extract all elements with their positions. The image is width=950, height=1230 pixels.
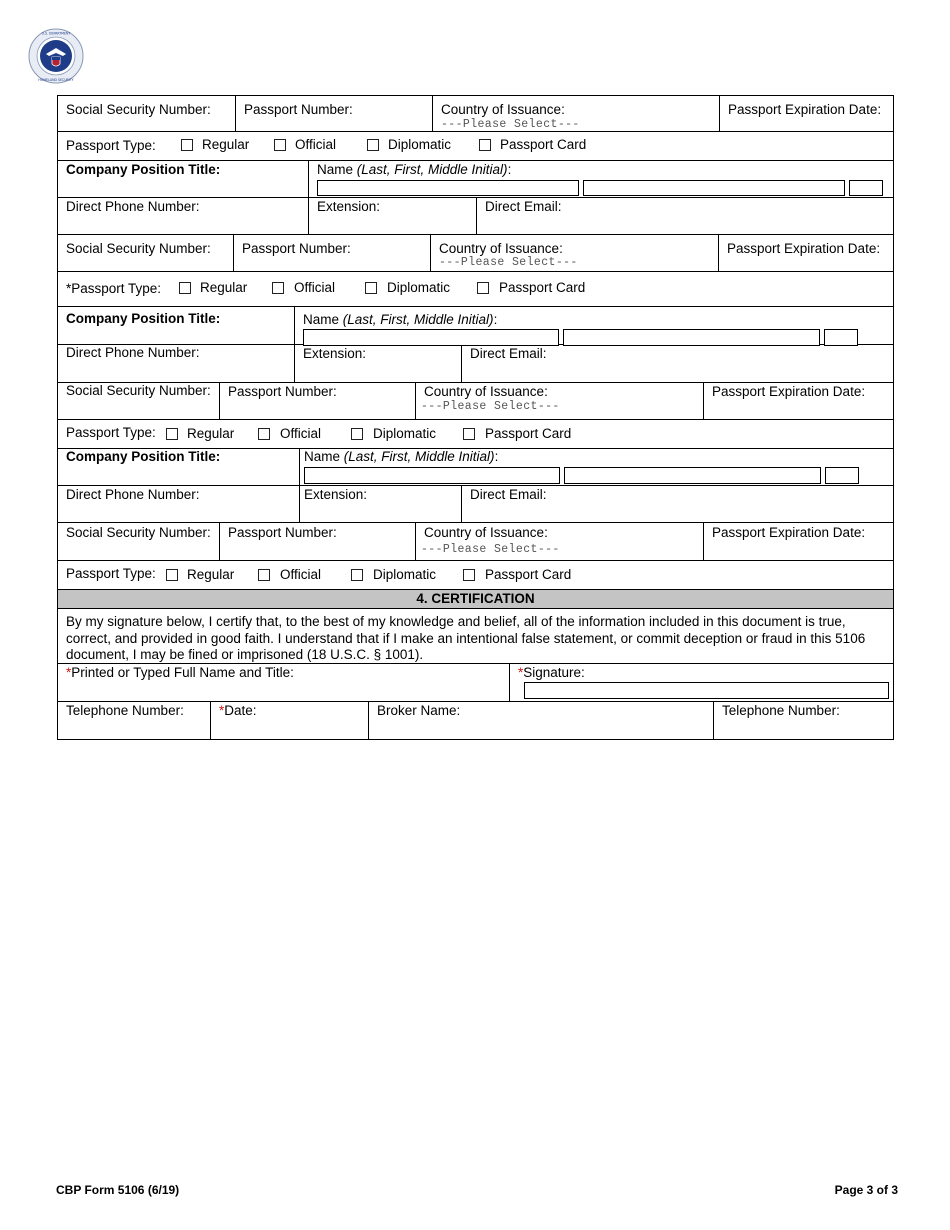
middle-initial-input[interactable] (849, 180, 883, 196)
certification-text: By my signature below, I certify that, to the best of my knowledge and belief, all of the information included in this document is true, correct, and provided in good faith. I understand that if I make an intentional false statement, or commit deception or fraud in this 5106 document, I may be fined or imprisoned (18 U.S.C. § 1001). (57, 609, 894, 664)
employee-1-contact-row (57, 198, 894, 235)
passport-number-label: Passport Number: (242, 241, 351, 256)
country-label: Country of Issuance: (441, 102, 565, 117)
country-select[interactable] (415, 383, 703, 419)
passport-number-cell[interactable] (219, 523, 415, 560)
checkbox-official-label: Official (280, 567, 322, 582)
checkbox-passport-card[interactable] (463, 428, 475, 440)
expiration-cell[interactable] (719, 96, 893, 131)
page-number: Page 3 of 3 (834, 1183, 898, 1197)
employee-3-passport-type-row (57, 561, 894, 590)
extension-cell[interactable] (308, 198, 476, 234)
employee-1-name-row (57, 161, 894, 198)
checkbox-diplomatic[interactable] (351, 428, 363, 440)
middle-initial-input[interactable] (824, 329, 858, 346)
ssn-label: Social Security Number: (66, 241, 211, 256)
employee-2-name-row (57, 307, 894, 345)
required-mark: * (518, 665, 524, 680)
certification-contact-row (57, 702, 894, 740)
checkbox-regular-label: Regular (187, 426, 235, 441)
ssn-cell[interactable] (58, 523, 219, 560)
employee-3-contact-row (57, 486, 894, 523)
employee-1-passport-type-row (57, 272, 894, 307)
phone-label: Direct Phone Number: (66, 199, 200, 214)
checkbox-passport-card[interactable] (463, 569, 475, 581)
passport-number-label: Passport Number: (228, 384, 337, 399)
country-label: Country of Issuance: (424, 525, 548, 540)
phone-label: Direct Phone Number: (66, 345, 200, 360)
extension-label: Extension: (303, 346, 367, 361)
broker-name-label: Broker Name: (377, 703, 461, 718)
country-select-value: ---Please Select--- (439, 256, 578, 269)
dhs-seal-icon (28, 28, 84, 84)
checkbox-diplomatic[interactable] (351, 569, 363, 581)
passport-type-label: Passport Type: (66, 566, 156, 581)
checkbox-regular[interactable] (179, 282, 191, 294)
svg-text:U.S. DEPARTMENT: U.S. DEPARTMENT (41, 31, 71, 36)
passport-number-cell[interactable] (219, 383, 415, 419)
name-label: Name (Last, First, Middle Initial): (317, 162, 512, 177)
form-table (57, 95, 894, 740)
extension-label: Extension: (317, 199, 381, 214)
broker-telephone-label: Telephone Number: (722, 703, 840, 718)
passport-info-row (57, 95, 894, 132)
expiration-label: Passport Expiration Date: (712, 384, 866, 399)
phone-cell[interactable] (58, 198, 308, 234)
last-name-input[interactable] (303, 329, 559, 346)
last-name-input[interactable] (317, 180, 579, 196)
expiration-cell[interactable] (703, 383, 893, 419)
checkbox-passport-card[interactable] (479, 139, 491, 151)
passport-type-label: Passport Type: (66, 425, 156, 440)
checkbox-diplomatic-label: Diplomatic (387, 280, 451, 295)
checkbox-regular-label: Regular (200, 280, 248, 295)
checkbox-official[interactable] (258, 428, 270, 440)
passport-type-row (57, 132, 894, 161)
name-cell (308, 161, 893, 197)
date-cell[interactable] (210, 702, 368, 739)
checkbox-diplomatic[interactable] (365, 282, 377, 294)
checkbox-passport-card[interactable] (477, 282, 489, 294)
extension-label: Extension: (304, 487, 368, 502)
ssn-cell[interactable] (58, 383, 219, 419)
expiration-label: Passport Expiration Date: (712, 525, 866, 540)
checkbox-regular[interactable] (166, 428, 178, 440)
employee-3-passport-row (57, 523, 894, 561)
position-title-label: Company Position Title: (66, 449, 221, 464)
ssn-label: Social Security Number: (66, 383, 211, 398)
checkbox-official-label: Official (294, 280, 336, 295)
svg-text:HOMELAND SECURITY: HOMELAND SECURITY (38, 78, 74, 82)
country-select[interactable] (430, 235, 718, 271)
position-title-cell[interactable] (58, 161, 308, 197)
name-label: Name (Last, First, Middle Initial): (303, 312, 498, 327)
country-select-value: ---Please Select--- (421, 543, 560, 556)
phone-cell[interactable] (58, 486, 299, 522)
checkbox-official-label: Official (295, 137, 337, 152)
middle-initial-input[interactable] (825, 467, 859, 484)
checkbox-diplomatic[interactable] (367, 139, 379, 151)
passport-number-cell[interactable] (235, 96, 432, 131)
last-name-input[interactable] (304, 467, 560, 484)
country-label: Country of Issuance: (424, 384, 548, 399)
checkbox-passport-card-label: Passport Card (499, 280, 586, 295)
employee-1-passport-row (57, 235, 894, 272)
signature-cell (509, 664, 893, 701)
expiration-cell[interactable] (703, 523, 893, 560)
printed-name-cell[interactable] (58, 664, 509, 701)
phone-cell[interactable] (58, 345, 294, 382)
checkbox-official[interactable] (274, 139, 286, 151)
printed-name-label: *Printed or Typed Full Name and Title: (66, 665, 294, 680)
form-id: CBP Form 5106 (6/19) (56, 1183, 180, 1197)
position-title-cell[interactable] (58, 307, 294, 344)
expiration-cell[interactable] (718, 235, 893, 271)
checkbox-regular[interactable] (181, 139, 193, 151)
checkbox-regular[interactable] (166, 569, 178, 581)
extension-cell[interactable] (294, 345, 461, 382)
checkbox-regular-label: Regular (202, 137, 250, 152)
checkbox-passport-card-label: Passport Card (485, 567, 572, 582)
position-title-cell[interactable] (58, 449, 299, 485)
certification-header: 4. CERTIFICATION (57, 590, 894, 609)
checkbox-official[interactable] (258, 569, 270, 581)
email-cell[interactable] (476, 198, 893, 234)
signature-input[interactable] (524, 682, 889, 699)
employee-3-name-row (57, 449, 894, 486)
passport-number-label: Passport Number: (244, 102, 353, 117)
passport-type-label: *Passport Type: (66, 281, 162, 296)
first-name-input[interactable] (564, 467, 821, 484)
passport-number-cell[interactable] (233, 235, 430, 271)
checkbox-official[interactable] (272, 282, 284, 294)
email-label: Direct Email: (485, 199, 562, 214)
position-title-label: Company Position Title: (66, 311, 221, 326)
email-cell[interactable] (461, 486, 893, 522)
name-label: Name (Last, First, Middle Initial): (304, 449, 499, 464)
checkbox-passport-card-label: Passport Card (485, 426, 572, 441)
ssn-label: Social Security Number: (66, 525, 211, 540)
checkbox-diplomatic-label: Diplomatic (373, 567, 437, 582)
email-label: Direct Email: (470, 487, 547, 502)
signature-label: *Signature: (518, 665, 585, 680)
country-select[interactable] (415, 523, 703, 560)
email-label: Direct Email: (470, 346, 547, 361)
expiration-label: Passport Expiration Date: (727, 241, 881, 256)
phone-label: Direct Phone Number: (66, 487, 200, 502)
first-name-input[interactable] (583, 180, 845, 196)
country-select-value: ---Please Select--- (421, 400, 560, 413)
telephone-cell[interactable] (58, 702, 210, 739)
position-title-label: Company Position Title: (66, 162, 221, 177)
required-mark: * (66, 665, 72, 680)
country-label: Country of Issuance: (439, 241, 563, 256)
checkbox-diplomatic-label: Diplomatic (373, 426, 437, 441)
date-label: *Date: (219, 703, 257, 718)
country-select[interactable] (432, 96, 719, 131)
checkbox-official-label: Official (280, 426, 322, 441)
telephone-label: Telephone Number: (66, 703, 184, 718)
ssn-cell[interactable] (58, 96, 235, 131)
passport-number-label: Passport Number: (228, 525, 337, 540)
checkbox-regular-label: Regular (187, 567, 235, 582)
broker-name-cell[interactable] (368, 702, 713, 739)
employee-2-contact-row (57, 345, 894, 383)
broker-telephone-cell[interactable] (713, 702, 893, 739)
employee-2-passport-row (57, 383, 894, 420)
employee-2-passport-type-row (57, 420, 894, 449)
country-select-value: ---Please Select--- (441, 118, 580, 131)
ssn-cell[interactable] (58, 235, 233, 271)
expiration-label: Passport Expiration Date: (728, 102, 882, 117)
checkbox-passport-card-label: Passport Card (500, 137, 587, 152)
passport-type-label: Passport Type: (66, 138, 156, 153)
required-mark: * (219, 703, 225, 718)
name-cell (294, 307, 893, 344)
certification-signature-row (57, 664, 894, 702)
name-cell (299, 449, 893, 485)
email-cell[interactable] (461, 345, 893, 382)
extension-cell[interactable] (299, 486, 461, 522)
ssn-label: Social Security Number: (66, 102, 211, 117)
checkbox-diplomatic-label: Diplomatic (388, 137, 452, 152)
first-name-input[interactable] (563, 329, 820, 346)
